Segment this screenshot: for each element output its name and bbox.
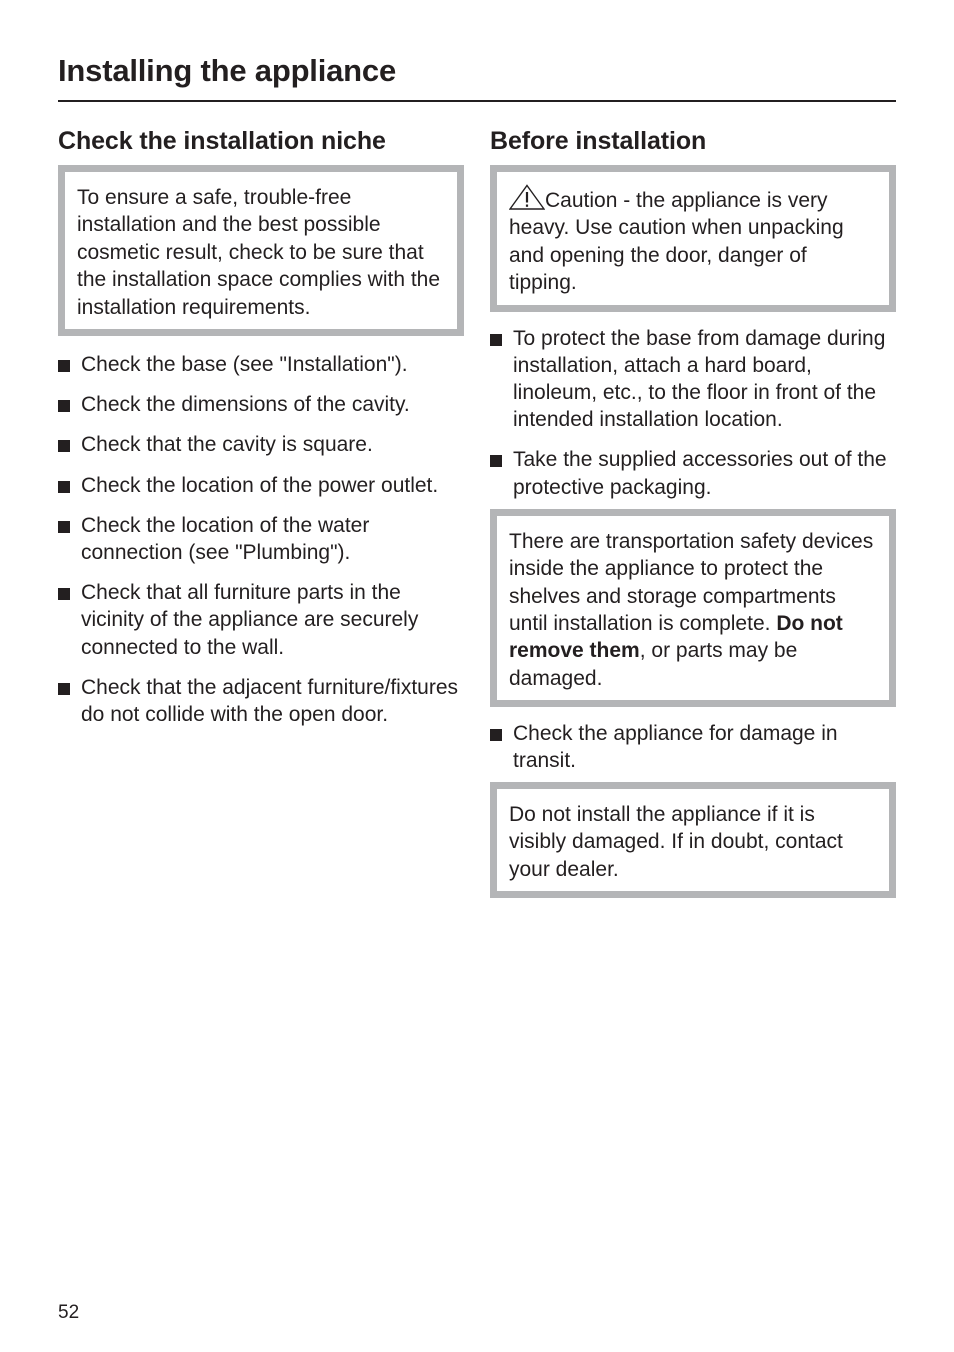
damage-check-steps bbox=[490, 720, 896, 774]
section-heading-before-installation: Before installation bbox=[490, 127, 707, 155]
transport-safety-note-box: There are transportation safety devices inside the appliance to protect the shelves and storage compartments until installation is complete. Do not remove them, or parts may be damaged. bbox=[490, 509, 896, 707]
installation-note-box bbox=[58, 165, 464, 336]
bullet-square-icon bbox=[490, 729, 502, 741]
left-column bbox=[58, 124, 464, 741]
list-item: Check the location of the power outlet. bbox=[58, 472, 464, 499]
bullet-square-icon bbox=[58, 481, 70, 493]
title-divider bbox=[58, 100, 896, 102]
right-column bbox=[490, 124, 896, 898]
page-title: Installing the appliance bbox=[58, 53, 396, 88]
list-item: Check the dimensions of the cavity. bbox=[58, 391, 464, 418]
list-item: To protect the base from damage during installation, attach a hard board, linoleum, etc., to the floor in front of the intended installation location. bbox=[490, 325, 896, 434]
bullet-square-icon bbox=[58, 588, 70, 600]
bullet-square-icon bbox=[58, 440, 70, 452]
damage-note-box bbox=[490, 782, 896, 898]
damage-note-text: Do not install the appliance if it is visibly damaged. If in doubt, contact your dealer. bbox=[509, 802, 843, 881]
caution-text: Caution - the appliance is very heavy. Use caution when unpacking and opening the door, danger of tipping. bbox=[509, 189, 844, 295]
niche-checklist bbox=[58, 351, 464, 728]
list-item: Check that the cavity is square. bbox=[58, 431, 464, 458]
list-item: Check the location of the water connection (see "Plumbing"). bbox=[58, 512, 464, 566]
caution-box bbox=[490, 165, 896, 312]
warning-triangle-icon bbox=[509, 184, 545, 210]
bullet-square-icon bbox=[490, 455, 502, 467]
installation-note-text: To ensure a safe, trouble-free installation and the best possible cosmetic result, check to be sure that the installation space complies with the installation requirements. bbox=[77, 186, 441, 319]
before-installation-steps bbox=[490, 325, 896, 501]
bullet-square-icon bbox=[490, 334, 502, 346]
section-heading-installation-niche: Check the installation niche bbox=[58, 127, 386, 155]
bullet-square-icon bbox=[58, 521, 70, 533]
bullet-square-icon bbox=[58, 360, 70, 372]
bullet-square-icon bbox=[58, 683, 70, 695]
list-item: Check that all furniture parts in the vicinity of the appliance are securely connected to the wall. bbox=[58, 579, 464, 661]
list-item: Check the appliance for damage in transit. bbox=[490, 720, 896, 774]
list-item: Check that the adjacent furniture/fixtures do not collide with the open door. bbox=[58, 674, 464, 728]
list-item: Check the base (see "Installation"). bbox=[58, 351, 464, 378]
transport-note-emphasis: Do not remove them bbox=[509, 612, 843, 663]
page-number: 52 bbox=[58, 1302, 80, 1323]
list-item: Take the supplied accessories out of the protective packaging. bbox=[490, 446, 896, 500]
bullet-square-icon bbox=[58, 400, 70, 412]
